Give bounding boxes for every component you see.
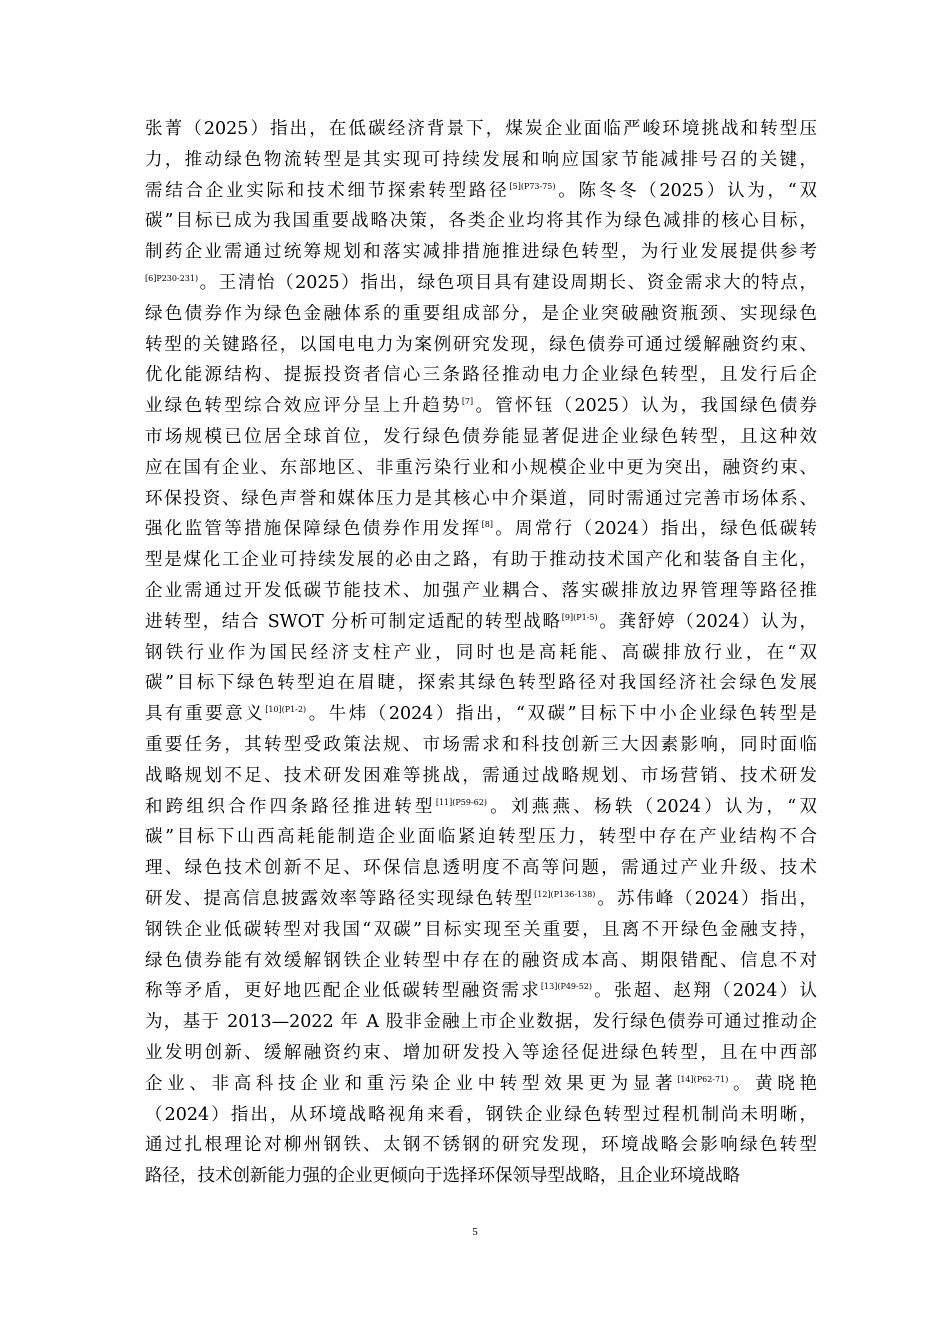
citation-superscript: [11](P59-62) [435,797,487,807]
body-paragraph [145,114,817,1192]
text-line: 张菁（2025）指出，在低碳经济背景下，煤炭企业面临严峻环境挑战和转型压 [145,119,817,139]
text-line: 企业需通过开发低碳节能技术、加强产业耦合、落实碳排放边界管理等路径推 [145,580,817,601]
text-line: 绿色债券作为绿色金融体系的重要组成部分，是企业突破融资瓶颈、实现绿色 [145,303,817,324]
text-line: 制药企业需通过统筹规划和落实减排措施推进绿色转型，为行业发展提供参考 [145,242,817,263]
text-line: 钢铁企业低碳转型对我国“双碳”目标实现至关重要，且离不开绿色金融支持， [145,919,817,940]
text-line: 需结合企业实际和技术细节探索转型路径$^{[5](P73-75)}$。陈冬冬（2025）认为，“双 [145,180,818,201]
text-line: 优化能源结构、提振投资者信心三条路径推动电力企业绿色转型，且发行后企 [145,365,817,386]
text-line: 为，基于 2013—2022 年 A 股非金融上市企业数据，发行绿色债券可通过推动企 [145,1012,817,1033]
citation-superscript: [10](P1-2) [265,705,307,715]
text-line: 业绿色转型综合效应评分呈上升趋势[7]。管怀钰（2025）认为，我国绿色债券 [145,396,817,417]
text-line: 钢铁行业作为国民经济支柱产业，同时也是高耗能、高碳排放行业，在“双 [145,642,817,663]
citation-superscript: [5](P73-75) [509,181,556,191]
text-line: 重要任务，其转型受政策法规、市场需求和科技创新三大因素影响，同时面临 [145,734,817,755]
citation-superscript: [7] [461,397,474,407]
citation-superscript: [13](P49-52) [540,982,593,992]
text-line: 碳”目标已成为我国重要战略决策，各类企业均将其作为绿色减排的核心目标， [145,211,817,232]
text-line: 通过扎根理论对柳州钢铁、太钢不锈钢的研究发现，环境战略会影响绿色转型 [145,1135,817,1156]
text-line: 研发、提高信息披露效率等路径实现绿色转型$^{[12](P136-138)}$。苏伟峰（2024）指出， [145,888,817,909]
text-line: 具有重要意义$^{[10](P1-2)}$。牛炜（2024）指出，“双碳”目标下中小企业绿色转型是 [145,704,817,725]
text-line: 应在国有企业、东部地区、非重污染行业和小规模企业中更为突出，融资约束、 [145,457,817,478]
text-line: 转型的关键路径，以国电电力为案例研究发现，绿色债券可通过缓解融资约束、 [145,334,817,355]
text-line: 环保投资、绿色声誉和媒体压力是其核心中介渠道，同时需通过完善市场体系、 [145,488,817,509]
citation-superscript: [12](P136-138) [534,889,596,899]
text-line: 碳”目标下绿色转型迫在眉睫，探索其绿色转型路径对我国经济社会绿色发展 [145,673,817,694]
text-line: 型是煤化工企业可持续发展的必由之路，有助于推动技术国产化和装备自主化， [145,550,817,571]
text-line: 强化监管等措施保障绿色债券作用发挥[8]。周常行（2024）指出，绿色低碳转 [145,519,817,540]
citation-superscript: [9](P1-5) [561,612,598,622]
citation-superscript: [6]P230-231) [145,273,199,283]
text-line: 进转型，结合 SWOT 分析可制定适配的转型战略$^{[9](P1-5)}$。龚舒婷（2024）认为， [145,611,817,632]
citation-superscript: [14](P62-71) [677,1074,729,1084]
text-line: （2024）指出，从环境战略视角来看，钢铁企业绿色转型过程机制尚未明晰， [145,1104,817,1125]
text-line: 碳”目标下山西高耗能制造企业面临紧迫转型压力，转型中存在产业结构不合 [145,827,817,848]
text-line: 称等矛盾，更好地匹配企业低碳转型融资需求$^{[13](P49-52)}$。张超、赵翔（2024）认 [145,981,817,1002]
text-line: 路径，技术创新能力强的企业更倾向于选择环保领导型战略，且企业环境战略 [145,1166,740,1187]
text-line: 理、绿色技术创新不足、环保信息透明度不高等问题，需通过产业升级、技术 [145,858,817,879]
text-line: 绿色债券能有效缓解钢铁企业转型中存在的融资成本高、期限错配、信息不对 [145,950,817,971]
citation-superscript: [8] [481,520,493,530]
text-line: 和跨组织合作四条路径推进转型$^{[11](P59-62)}$。刘燕燕、杨轶（2024）认为，“双 [145,796,818,817]
text-line: 战略规划不足、技术研发困难等挑战，需通过战略规划、市场营销、技术研发 [145,765,817,786]
text-line: 力，推动绿色物流转型是其实现可持续发展和响应国家节能减排号召的关键， [145,149,817,170]
text-line: 业发明创新、缓解融资约束、增加研发投入等途径促进绿色转型，且在中西部 [145,1042,817,1063]
text-line: 企业、非高科技企业和重污染企业中转型效果更为显著$^{[14](P62-71)}$。黄晓艳 [145,1073,818,1094]
text-line: $^{[6]P230-231)}$。王清怡（2025）指出，绿色项目具有建设周期长、资金需求大的特点， [145,272,817,293]
page-number: 5 [472,1226,478,1238]
text-line: 市场规模已位居全球首位，发行绿色债券能显著促进企业绿色转型，且这种效 [145,426,817,447]
